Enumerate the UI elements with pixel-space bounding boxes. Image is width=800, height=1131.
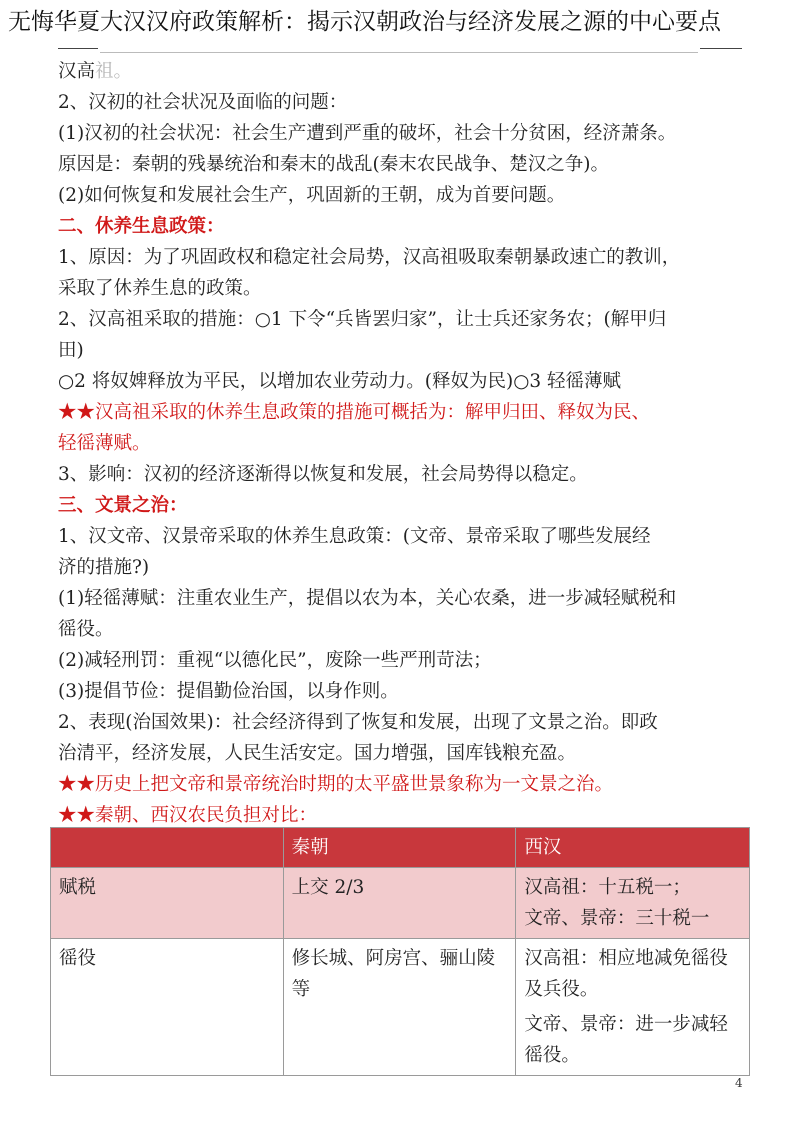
table-header-row: [51, 828, 750, 868]
table-row-labor: [51, 939, 750, 1076]
paragraph-social-status: (1)汉初的社会状况：社会生产遭到严重的破坏，社会十分贫困，经济萧条。: [58, 123, 677, 144]
continued-line: 汉高祖。: [58, 61, 133, 82]
paragraph-impact: 3、影响：汉初的经济逐渐得以恢复和发展，社会局势得以稳定。: [58, 464, 588, 485]
table-cell-han: [516, 939, 750, 1076]
table-cell-line: 文帝、景帝：三十税一: [524, 908, 710, 929]
paragraph-frugality: (3)提倡节俭：提倡勤俭治国，以身作则。: [58, 681, 399, 702]
heading-wenjing: 三、文景之治：: [58, 495, 188, 516]
paragraph-measures-2: ○2 将奴婢释放为平民，以增加农业劳动力。(释奴为民)○3 轻徭薄赋: [58, 371, 622, 392]
page-number: 4: [735, 1076, 743, 1090]
table-cell-line: 汉高祖：相应地减免徭役及兵役。: [524, 948, 728, 1000]
paragraph-light-tax: (1)轻徭薄赋：注重农业生产，提倡以农为本，关心农桑，进一步减轻赋税和: [58, 588, 677, 609]
key-point-wenjing: ★★历史上把文帝和景帝统治时期的太平盛世景象称为一文景之治。: [58, 774, 614, 795]
heading-rest-policy: 二、休养生息政策：: [58, 216, 225, 237]
paragraph-measures: 2、汉高祖采取的措施：○1 下令“兵皆罢归家”，让士兵还家务农；(解甲归: [58, 309, 667, 330]
table-cell-label: 徭役: [51, 939, 284, 1076]
paragraph-reason: 1、原因：为了巩固政权和稳定社会局势，汉高祖吸取秦朝暴政速亡的教训，: [58, 247, 681, 268]
paragraph-effect-cont: 治清平，经济发展，人民生活安定。国力增强，国库钱粮充盈。: [58, 743, 577, 764]
table-header-han: 西汉: [516, 828, 750, 868]
table-cell-han: [516, 868, 750, 939]
paragraph-light-tax-cont: 徭役。: [58, 619, 114, 640]
paragraph-reason-cont: 采取了休养生息的政策。: [58, 278, 262, 299]
key-point-summary: ★★汉高祖采取的休养生息政策的措施可概括为：解甲归田、释奴为民、: [58, 402, 651, 423]
paragraph-social-reason: 原因是：秦朝的残暴统治和秦末的战乱(秦末农民战争、楚汉之争)。: [58, 154, 609, 175]
paragraph-light-punishment: (2)减轻刑罚：重视“以德化民”，废除一些严刑苛法；: [58, 650, 492, 671]
paragraph-wenjing-policy-cont: 济的措施?): [58, 557, 150, 578]
paragraph-wenjing-policy: 1、汉文帝、汉景帝采取的休养生息政策：(文帝、景帝采取了哪些发展经: [58, 526, 651, 547]
header-rule-left: [58, 48, 98, 49]
page-title: 无悔华夏大汉汉府政策解析：揭示汉朝政治与经济发展之源的中心要点: [8, 9, 721, 35]
header-rule-right: [700, 48, 742, 49]
paragraph-effect: 2、表现(治国效果)：社会经济得到了恢复和发展，出现了文景之治。即政: [58, 712, 658, 733]
burden-comparison-table: [50, 827, 750, 1076]
section-heading-social: 2、汉初的社会状况及面临的问题：: [58, 92, 348, 113]
table-row-tax: [51, 868, 750, 939]
table-cell-line: 汉高祖：十五税一；: [524, 877, 691, 898]
key-point-summary-cont: 轻徭薄赋。: [58, 433, 151, 454]
paragraph-measures-cont: 田): [58, 340, 84, 361]
table-cell-label: 赋税: [51, 868, 284, 939]
table-cell-qin: 上交 2/3: [283, 868, 516, 939]
table-header-qin: 秦朝: [283, 828, 516, 868]
paragraph-social-problem: (2)如何恢复和发展社会生产，巩固新的王朝，成为首要问题。: [58, 185, 566, 206]
key-point-burden: ★★秦朝、西汉农民负担对比：: [58, 805, 318, 826]
header-rule-center: [100, 52, 698, 53]
table-cell-line: 文帝、景帝：进一步减轻徭役。: [524, 1014, 728, 1066]
document-body: [58, 56, 758, 831]
table-cell-qin: 修长城、阿房宫、骊山陵等: [283, 939, 516, 1076]
table-header-empty: [51, 828, 284, 868]
